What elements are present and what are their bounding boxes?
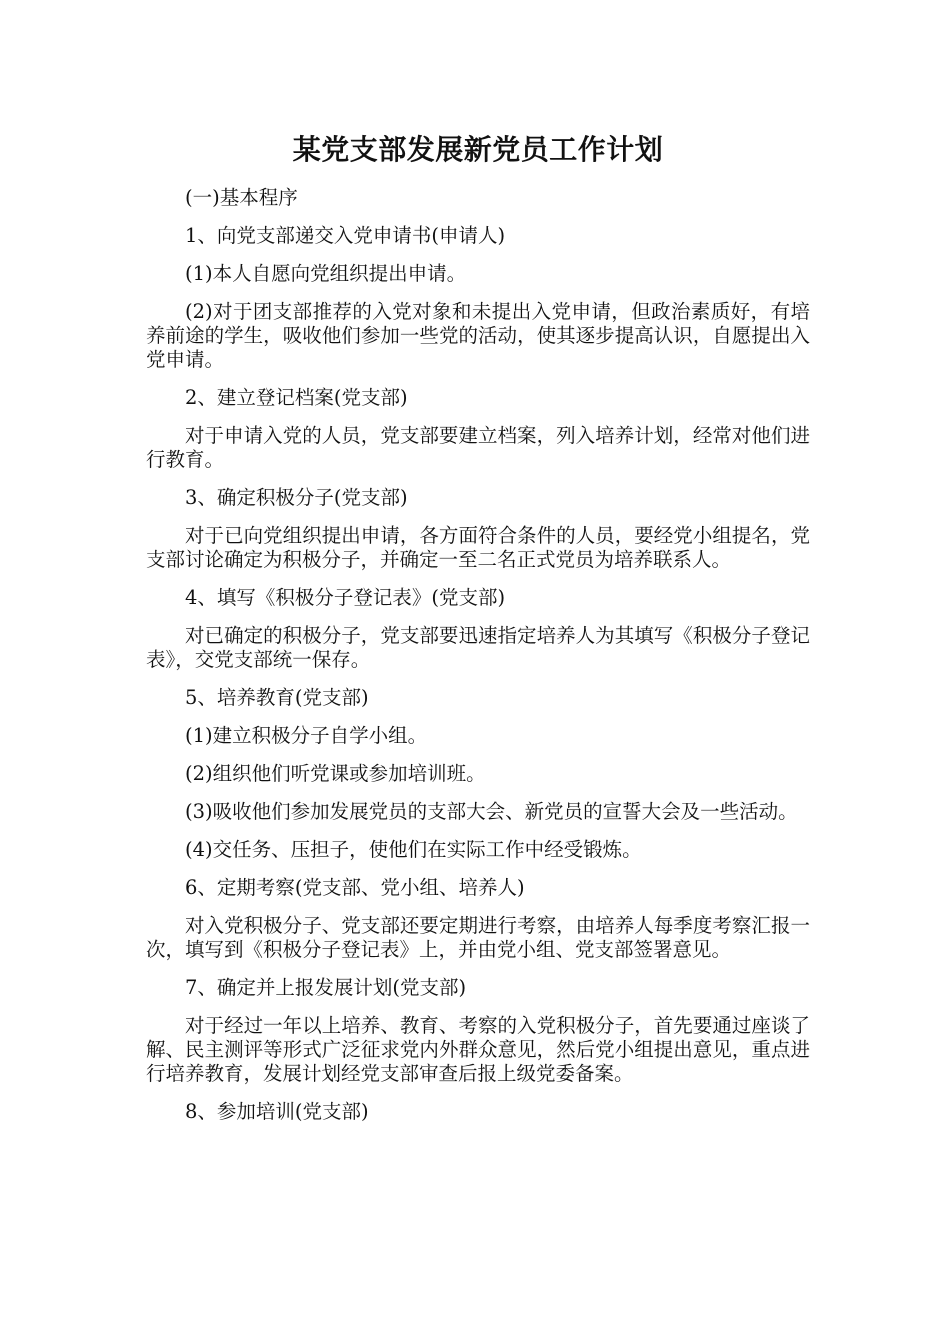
paragraph-step-6-heading: 6、定期考察(党支部、党小组、培养人) bbox=[185, 876, 525, 899]
paragraph-step-7-heading: 7、确定并上报发展计划(党支部) bbox=[185, 976, 467, 999]
paragraph-step-2-body: 对于申请入党的人员，党支部要建立档案，列入培养计划，经常对他们进行教育。 bbox=[146, 424, 810, 471]
paragraph-step-4-heading: 4、填写《积极分子登记表》(党支部) bbox=[185, 586, 506, 609]
paragraph-step-3-body: 对于已向党组织提出申请，各方面符合条件的人员，要经党小组提名，党支部讨论确定为积极分子，并确定一至二名正式党员为培养联系人。 bbox=[146, 524, 810, 571]
paragraph-step-7-body: 对于经过一年以上培养、教育、考察的入党积极分子，首先要通过座谈了解、民主测评等形式广泛征求党内外群众意见，然后党小组提出意见，重点进行培养教育，发展计划经党支部审查后报上级党委备案。 bbox=[146, 1014, 810, 1085]
paragraph-step-5-heading: 5、培养教育(党支部) bbox=[185, 686, 369, 709]
paragraph-step-4-body: 对已确定的积极分子，党支部要迅速指定培养人为其填写《积极分子登记表》，交党支部统一保存。 bbox=[146, 624, 810, 671]
paragraph-step-5-item-3: (3)吸收他们参加发展党员的支部大会、新党员的宣誓大会及一些活动。 bbox=[185, 800, 798, 823]
paragraph-step-1-heading: 1、向党支部递交入党申请书(申请人) bbox=[185, 224, 506, 247]
paragraph-step-6-body: 对入党积极分子、党支部还要定期进行考察，由培养人每季度考察汇报一次，填写到《积极分子登记表》上，并由党小组、党支部签署意见。 bbox=[146, 914, 810, 961]
paragraph-step-5-item-4: (4)交任务、压担子，使他们在实际工作中经受锻炼。 bbox=[185, 838, 642, 861]
document-title: 某党支部发展新党员工作计划 bbox=[292, 133, 664, 166]
paragraph-step-1-item-2: (2)对于团支部推荐的入党对象和未提出入党申请，但政治素质好，有培养前途的学生，吸收他们参加一些党的活动，使其逐步提高认识，自愿提出入党申请。 bbox=[146, 300, 810, 371]
paragraph-step-2-heading: 2、建立登记档案(党支部) bbox=[185, 386, 408, 409]
paragraph-step-5-item-2: (2)组织他们听党课或参加培训班。 bbox=[185, 762, 486, 785]
paragraph-basic-procedure: (一)基本程序 bbox=[185, 186, 298, 209]
paragraph-step-5-item-1: (1)建立积极分子自学小组。 bbox=[185, 724, 428, 747]
paragraph-step-1-item-1: (1)本人自愿向党组织提出申请。 bbox=[185, 262, 467, 285]
paragraph-step-3-heading: 3、确定积极分子(党支部) bbox=[185, 486, 408, 509]
paragraph-step-8-heading: 8、参加培训(党支部) bbox=[185, 1100, 369, 1123]
